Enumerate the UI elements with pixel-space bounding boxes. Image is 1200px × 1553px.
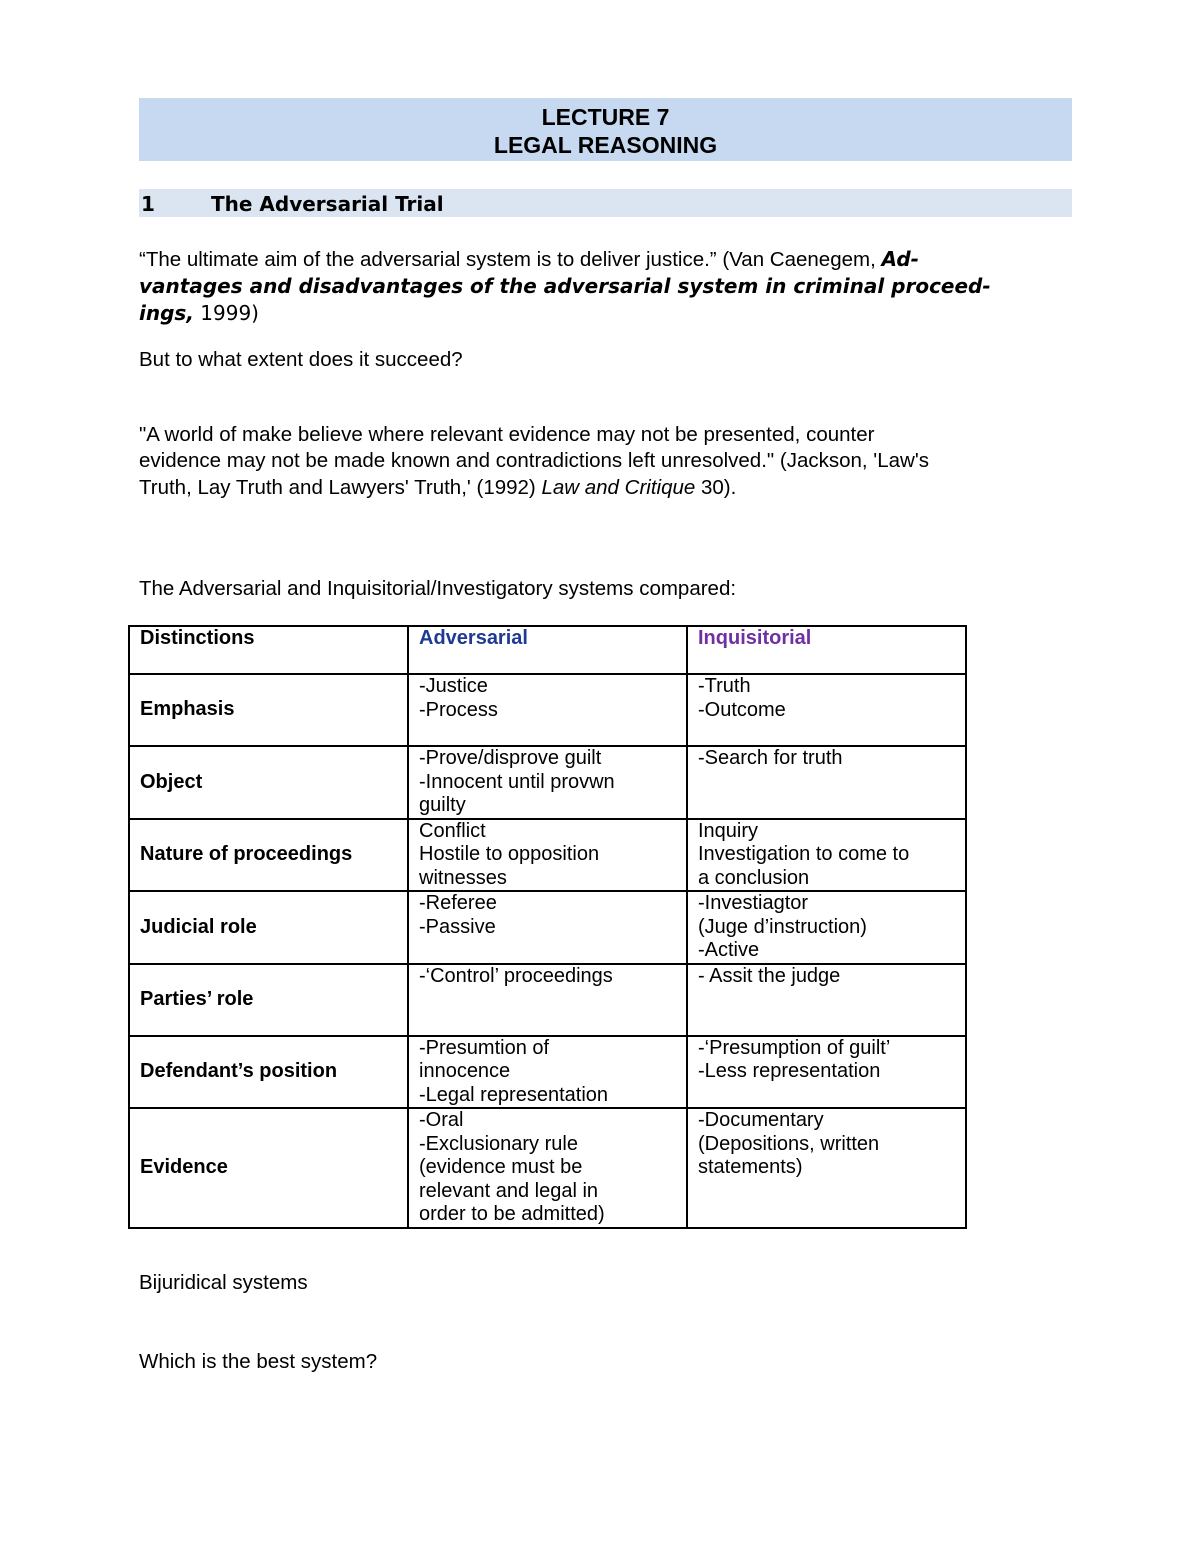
inquisitorial-line: -Truth (698, 675, 751, 697)
inquisitorial-cell (687, 746, 966, 819)
table-row (129, 746, 966, 819)
table-row (129, 1108, 966, 1228)
inquisitorial-cell (687, 964, 966, 1036)
adversarial-line: -Process (419, 698, 498, 721)
inquisitorial-line: -Investiagtor (698, 892, 809, 914)
adversarial-line: -Exclusionary rule (419, 1132, 578, 1155)
bijuridical-systems: Bijuridical systems (139, 1271, 308, 1294)
header-distinctions: Distinctions (129, 626, 408, 674)
table-row (129, 964, 966, 1036)
adversarial-cell (408, 1108, 687, 1228)
distinction-cell: Nature of proceedings (129, 819, 408, 892)
adversarial-line: guilty (419, 794, 466, 816)
inquisitorial-line: - Assit the judge (698, 964, 841, 987)
quote2-line3 (139, 475, 736, 501)
inquisitorial-line: statements) (698, 1156, 803, 1178)
adversarial-line: -Oral (419, 1109, 464, 1131)
question-succeed: But to what extent does it succeed? (139, 348, 463, 371)
inquisitorial-line: -Documentary (698, 1109, 824, 1131)
lecture-title: LEGAL REASONING (493, 132, 718, 158)
adversarial-line: order to be admitted) (419, 1203, 605, 1225)
distinction-cell: Emphasis (129, 674, 408, 746)
lecture-number: LECTURE 7 (541, 104, 670, 130)
table-row (129, 819, 966, 892)
inquisitorial-line: Inquiry (698, 819, 759, 842)
quote1-line1 (139, 246, 919, 273)
distinction-cell: Evidence (129, 1108, 408, 1228)
inquisitorial-cell (687, 891, 966, 964)
adversarial-line: -‘Control’ proceedings (419, 964, 613, 987)
adversarial-line: -Referee (419, 892, 497, 914)
adversarial-cell (408, 891, 687, 964)
adversarial-line: Hostile to opposition (419, 843, 600, 865)
quote2-citation: Truth, Lay Truth and Lawyers' Truth,' (1992) (139, 476, 542, 499)
inquisitorial-cell (687, 819, 966, 892)
adversarial-line: relevant and legal in (419, 1179, 599, 1202)
section-number: 1 (141, 192, 155, 216)
adversarial-line: -Innocent until provwn (419, 770, 615, 793)
quote2-line1: "A world of make believe where relevant evidence may not be presented, counter (139, 423, 875, 446)
inquisitorial-line: (Depositions, written (698, 1132, 880, 1155)
quote1-year: 1999) (193, 301, 259, 325)
inquisitorial-line: a conclusion (698, 866, 810, 889)
quote2-journal: Law and Critique (541, 476, 696, 499)
adversarial-line: -Prove/disprove guilt (419, 747, 602, 769)
adversarial-line: innocence (419, 1060, 511, 1082)
section-heading (139, 189, 1072, 217)
adversarial-cell (408, 1036, 687, 1109)
distinction-cell: Judicial role (129, 891, 408, 964)
adversarial-line: witnesses (419, 866, 507, 889)
header-adversarial: Adversarial (408, 626, 687, 674)
table-row (129, 1036, 966, 1109)
adversarial-line: (evidence must be (419, 1156, 583, 1178)
adversarial-line: -Presumtion of (419, 1036, 550, 1059)
header-inquisitorial: Inquisitorial (687, 626, 966, 674)
table-row (129, 891, 966, 964)
inquisitorial-line: -Less representation (698, 1060, 881, 1082)
inquisitorial-line: (Juge d’instruction) (698, 915, 867, 938)
adversarial-line: -Passive (419, 915, 496, 938)
inquisitorial-line: -Outcome (698, 698, 786, 721)
adversarial-line: -Justice (419, 675, 488, 697)
inquisitorial-line: Investigation to come to (698, 843, 910, 865)
comparison-table (128, 625, 967, 1229)
question-best-system: Which is the best system? (139, 1350, 378, 1373)
adversarial-line: Conflict (419, 819, 486, 842)
quote1-text: “The ultimate aim of the adversarial system is to deliver justice.” (Van Caenegem, (139, 248, 882, 271)
inquisitorial-cell (687, 674, 966, 746)
quote2-line2: evidence may not be made known and contradictions left unresolved." (Jackson, 'Law's (139, 449, 929, 472)
adversarial-cell (408, 819, 687, 892)
adversarial-cell (408, 746, 687, 819)
inquisitorial-line: -Search for truth (698, 747, 843, 769)
inquisitorial-line: -Active (698, 939, 760, 961)
inquisitorial-cell (687, 1108, 966, 1228)
quote1-line3 (139, 300, 259, 327)
quote1-line2: vantages and disadvantages of the adversarial system in criminal proceed- (139, 274, 991, 298)
lecture-title-band (139, 98, 1072, 161)
quote2-page: 30). (695, 476, 737, 499)
adversarial-line: -Legal representation (419, 1083, 609, 1106)
distinction-cell: Parties’ role (129, 964, 408, 1036)
adversarial-cell (408, 964, 687, 1036)
comparison-heading: The Adversarial and Inquisitorial/Investigatory systems compared: (139, 577, 737, 600)
distinction-cell: Defendant’s position (129, 1036, 408, 1109)
table-row (129, 674, 966, 746)
adversarial-cell (408, 674, 687, 746)
inquisitorial-line: -‘Presumption of guilt’ (698, 1036, 891, 1059)
section-title: The Adversarial Trial (211, 192, 444, 216)
table-header-row (129, 626, 966, 674)
quote1-source-title-end: ings, (139, 301, 194, 325)
quote1-source-title: Ad- (881, 247, 919, 271)
inquisitorial-cell (687, 1036, 966, 1109)
distinction-cell: Object (129, 746, 408, 819)
